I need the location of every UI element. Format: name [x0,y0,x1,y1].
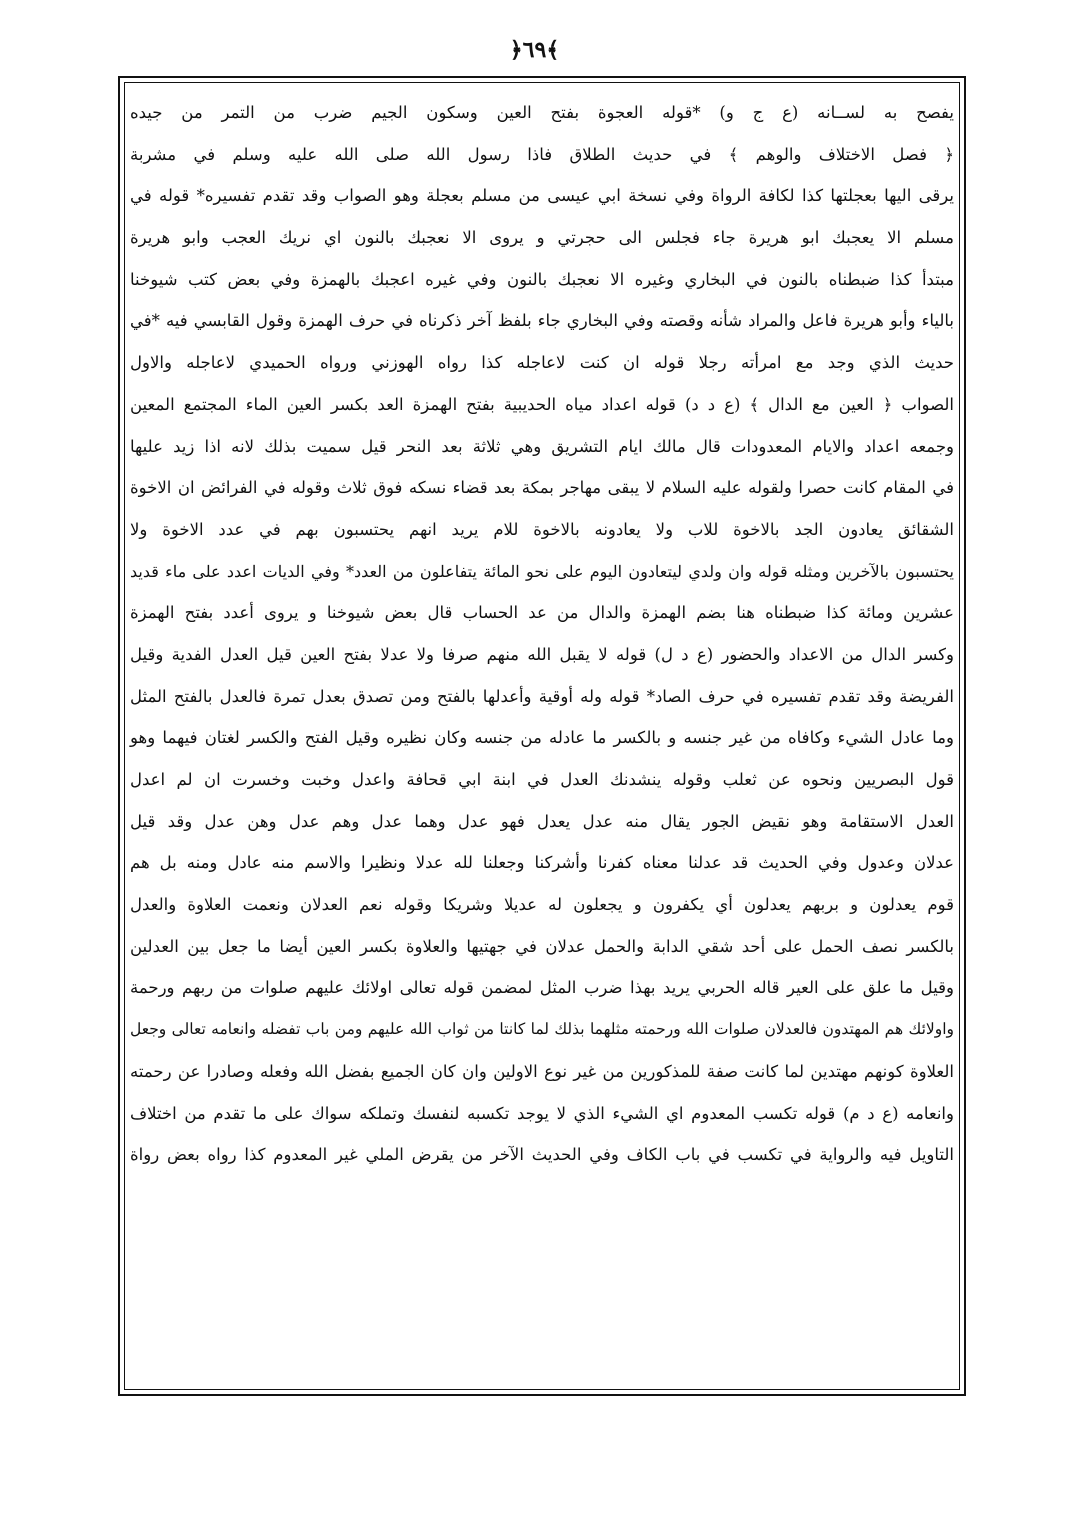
text-line: وقيل ما علق على العير قاله الحربي يريد بهذا ضرب المثل لمضمن قوله تعالى اولائك عليهم صلوات من ربهم ورحمة [130,978,954,998]
text-line: وانعامه (ع د م) قوله تكسب المعدوم اي الشيء الذي لا يوجد تكسبه لنفسك وتملكه سواك على ما تقدم من اختلاف [130,1103,954,1123]
text-line: مسلم الا يعجبك ابو هريرة جاء فجلس الى حجرتي و يروى الا نعجبك بالنون اي نريك العجب وابو هريرة [130,228,954,248]
text-line: قول البصريين ونحوه عن ثعلب وقوله ينشدنك العدل في ابنة ابي قحافة واعدل وخبت وخسرت ان لم اعدل [130,770,954,789]
text-line: مبتدأ كذا ضبطناه بالنون في البخاري وغيره الا نعجبك بالنون وفي غيره اعجبك بالهمزة وفي بعض كتب شيوخنا [130,269,954,289]
page-number: ﴿٦٩﴾ [509,37,560,63]
text-line: الصواب ﴿ العين مع الدال ﴾ (ع د د) قوله اعداد مياه الحديبية بفتح الهمزة العد بكسر العين الماء المجتمع المعين [130,394,954,414]
text-line: عدلان وعدول وفي الحديث قد عدلنا معناه كفرنا وأشركنا وجعلنا لله عدلا ونظيرا والاسم منه عادل ومنه بل هم [130,853,954,873]
text-line: وما عادل الشيء وكافاه من غير جنسه و بالكسر ما عادله من جنسه وكان نظيره وقيل الفتح والكسر لغتان فيهما وهو [130,728,954,748]
text-line: العلاوة كونهم مهتدين لما كانت صفة للمذكورين من غير نوع الاولين وان كان الجميع بفضل الله وفعله وصادرا عن رحمته [130,1061,954,1081]
text-line: ﴿ فصل الاختلاف والوهم ﴾ في حديث الطلاق فاذا رسول الله صلى الله عليه وسلم في مشربة [130,144,954,164]
text-line: قوم يعدلون و بربهم يعدلون أي يكفرون و يجعلون له عديلا وشريكا وقوله نعم العدلان ونعمت العلاوة والعدل [130,895,954,915]
text-line: في المقام كانت حصرا ولقوله عليه السلام لا يبقى مهاجر بمكة بعد قضاء نسكه فوق ثلاث وقوله في الفرائض ان الاخوة [130,478,954,498]
text-line: التاويل فيه والرواية في تكسب في باب الكاف وفي الحديث الآخر من يقرض الملي غير المعدوم كذا رواه بعض رواة [130,1145,954,1165]
text-line: وجمعه اعداد والايام المعدودات قال مالك ايام التشريق وهي ثلاثة بعد النحر قيل سميت بذلك لانه اذا زيد عليها [130,436,954,456]
body-text [126,92,958,1176]
text-line: واولائك هم المهتدون فالعدلان صلوات الله ورحمته مثلهما بذلك لما كانتا من ثواب الله عليهم ومن باب تفضله وانعامه تعالى وجعل [130,1020,954,1039]
text-line: عشرين ومائة كذا ضبطناه هنا بضم الهمزة والدال من عد الحساب قال بعض شيوخنا و يروى أعدد بفتح الهمزة [130,603,954,623]
text-line: يفصح به لســانه (ع ج و) *قوله العجوة بفتح العين وسكون الجيم ضرب من التمر من جيده [130,103,954,122]
text-line: يحتسبون بالآخرين ومثله قوله وان ولدي ليتعادون اليوم على نحو المائة يتفاعلون من العدد* وفي الديات اعدد على ماء قديد [130,561,954,581]
text-line: الشقائق يعادون الجد بالاخوة للاب ولا يعادونه بالاخوة للام يريد انهم يحتسبون بهم في عدد الاخوة ولا [130,519,954,539]
text-line: بالياء وأبو هريرة فاعل والمراد شأنه وقصته وفي البخاري جاء بلفظ آخر ذكرناه في حرف الهمزة وقول القابسي فيه *في [130,311,954,331]
text-line: يرقى اليها بعجلتها كذا لكافة الرواة وفي نسخة ابي عيسى من مسلم بعجلة وهو الصواب وقد تقدم تفسيره* قوله في [130,186,954,206]
text-line: حديث الذي وجد مع امرأته رجلا قوله ان كنت لاعاجله كذا رواه الهوزني ورواه الحميدي لاعاجله والاول [130,353,954,373]
text-line: بالكسر نصف الحمل على أحد شقي الدابة والحمل عدلان في جهتيها والعلاوة بكسر العين أيضا ما جعل بين العدلين [130,936,954,956]
text-line: العدل الاستقامة وهو نقيض الجور يقال منه عدل يعدل فهو عدل وهما عدل وهم عدل وهن عدل وقد قيل [130,811,954,831]
text-line: وكسر الدال من الاعداد والحضور (ع د ل) قوله لا يقبل الله منهم صرفا ولا عدلا بفتح العين قيل العدل الفدية وقيل [130,644,954,664]
text-line: الفريضة وقد تقدم تفسيره في حرف الصاد* قوله وله أوقية وأعدلها بالفتح ومن تصدق بعدل تمرة فالعدل بالفتح المثل [130,686,954,706]
